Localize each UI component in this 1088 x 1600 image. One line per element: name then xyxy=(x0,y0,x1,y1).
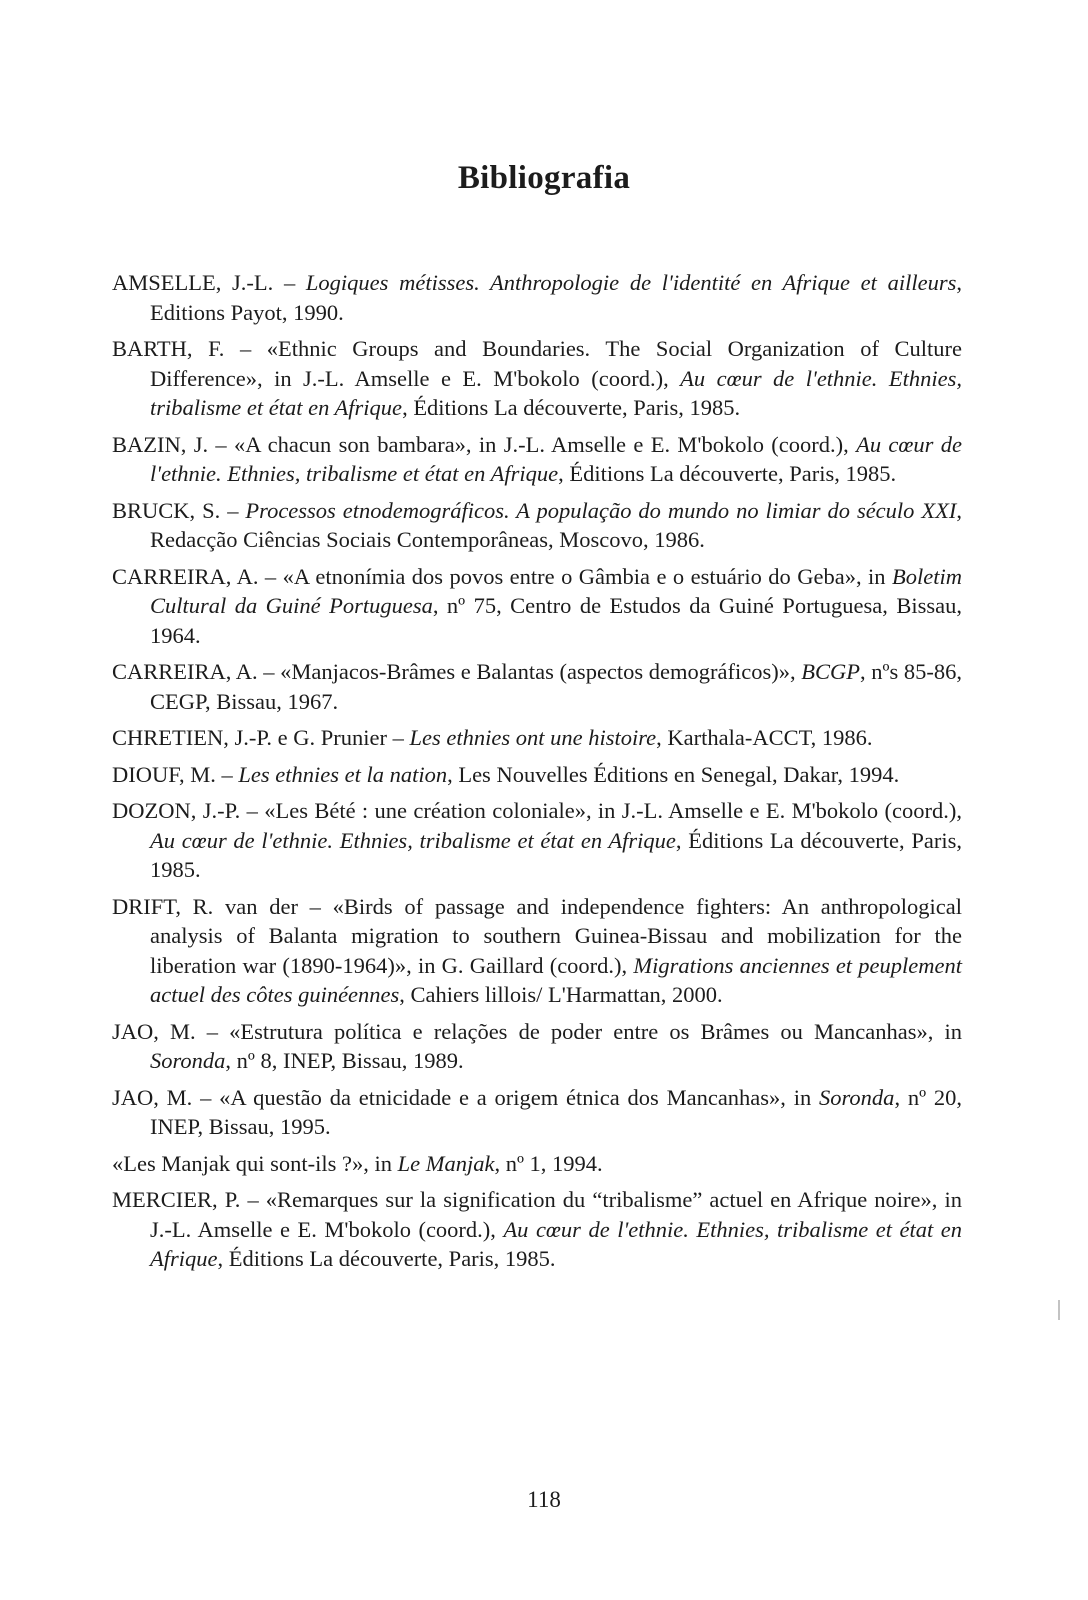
entry-text: , Editions Payot, 1990. xyxy=(150,270,962,325)
entry-text: DRIFT, R. van der – «Birds of passage and independence fighters: An anthropological analysis of Balanta migration to southern Guinea-Bissau and mobilization for the liberation war (1890-1964)», in G. Gaillard (coord.), xyxy=(112,893,962,978)
entry-text: , Cahiers lillois/ L'Harmattan, 2000. xyxy=(399,982,723,1007)
entry-text: , nºs 85-86, CEGP, Bissau, 1967. xyxy=(150,659,963,714)
entry-title-italic: Au cœur de l'ethnie. Ethnies, tribalisme et état en Afrique xyxy=(150,365,962,420)
entry-text: CHRETIEN, J.-P. e G. Prunier – xyxy=(112,725,410,750)
entry-text: , Karthala-ACCT, 1986. xyxy=(656,725,873,750)
bibliography-entry xyxy=(112,562,962,651)
bibliography-entry xyxy=(112,760,962,790)
entry-title-italic: BCGP xyxy=(801,659,861,684)
entry-text: , nº 75, Centro de Estudos da Guiné Portuguesa, Bissau, 1964. xyxy=(150,593,962,648)
bibliography-entry xyxy=(112,723,962,753)
entry-title-italic: Soronda xyxy=(819,1084,895,1110)
entry-text: , Éditions La découverte, Paris, 1985. xyxy=(150,827,962,882)
bibliography-entry xyxy=(112,1017,962,1076)
entry-text: , Éditions La découverte, Paris, 1985. xyxy=(558,461,897,486)
bibliography-entry xyxy=(112,268,962,327)
entry-title-italic: Soronda xyxy=(150,1048,226,1073)
entry-text: CARREIRA, A. – «A etnonímia dos povos entre o Gâmbia e o estuário do Geba», in xyxy=(112,563,893,589)
entry-text: CARREIRA, A. – «Manjacos-Brâmes e Balantas (aspectos demográficos)», xyxy=(112,659,802,684)
entry-title-italic: Logiques métisses. Anthropologie de l'identité en Afrique et ailleurs xyxy=(305,270,957,295)
page-title: Bibliografia xyxy=(457,160,631,197)
entry-text: DOZON, J.-P. – «Les Bété : une création coloniale», in J.-L. Amselle e E. M'bokolo (coord.), xyxy=(112,798,962,823)
entry-title-italic: Migrations anciennes et peuplement actuel des côtes guinéennes xyxy=(150,952,962,1007)
bibliography-entry xyxy=(112,1083,962,1142)
bibliography-entry xyxy=(112,1149,962,1179)
bibliography-entry xyxy=(112,334,962,423)
entry-text: , nº 20, INEP, Bissau, 1995. xyxy=(150,1084,962,1139)
bibliography-entry xyxy=(112,657,962,716)
entry-text: JAO, M. – «A questão da etnicidade e a origem étnica dos Mancanhas», in xyxy=(112,1084,820,1110)
scan-artifact xyxy=(1058,1300,1060,1320)
entry-title-italic: Au cœur de l'ethnie. Ethnies, tribalisme et état en Afrique xyxy=(150,1216,962,1271)
entry-text: BAZIN, J. – «A chacun son bambara», in J.-L. Amselle e E. M'bokolo (coord.), xyxy=(112,431,857,457)
bibliography-entry xyxy=(112,1185,962,1274)
entry-title-italic: Les ethnies ont une histoire xyxy=(409,725,657,750)
entry-text: , Éditions La découverte, Paris, 1985. xyxy=(217,1246,556,1271)
entry-text: MERCIER, P. – «Remarques sur la signification du “tribalisme” actuel en Afrique noire», in J.-L. Amselle e E. M'bokolo (coord.), xyxy=(112,1187,962,1242)
entry-text: AMSELLE, J.-L. – xyxy=(112,270,306,295)
entry-title-italic: Les ethnies et la nation xyxy=(238,761,448,787)
entry-text: BRUCK, S. – xyxy=(112,497,246,523)
entry-text: , nº 8, INEP, Bissau, 1989. xyxy=(225,1048,464,1073)
page-number: 118 xyxy=(527,1487,561,1512)
entry-text: BARTH, F. – «Ethnic Groups and Boundaries. The Social Organization of Culture Difference», in J.-L. Amselle e E. M'bokolo (coord.), xyxy=(112,336,962,391)
bibliography-entry xyxy=(112,892,962,1010)
entry-title-italic: Le Manjak xyxy=(397,1150,495,1176)
entry-text: , Éditions La découverte, Paris, 1985. xyxy=(402,395,741,420)
bibliography-entry xyxy=(112,796,962,885)
entry-text: , Redacção Ciências Sociais Contemporâneas, Moscovo, 1986. xyxy=(150,497,962,552)
entry-text: , Les Nouvelles Éditions en Senegal, Dakar, 1994. xyxy=(447,761,900,787)
entry-title-italic: Boletim Cultural da Guiné Portuguesa xyxy=(150,563,962,618)
entry-title-italic: Au cœur de l'ethnie. Ethnies, tribalisme et état en Afrique xyxy=(150,827,676,853)
entry-text: DIOUF, M. – xyxy=(112,761,239,787)
entry-text: , nº 1, 1994. xyxy=(494,1150,603,1176)
entry-text: JAO, M. – «Estrutura política e relações de poder entre os Brâmes ou Mancanhas», in xyxy=(112,1018,962,1044)
bibliography-entry xyxy=(112,496,962,555)
entry-title-italic: Au cœur de l'ethnie. Ethnies, tribalisme et état en Afrique xyxy=(150,431,962,486)
bibliography-list xyxy=(112,268,962,1281)
entry-title-italic: Processos etnodemográficos. A população do mundo no limiar do século XXI xyxy=(245,497,957,523)
entry-text: «Les Manjak qui sont-ils ?», in xyxy=(112,1150,398,1176)
bibliography-entry xyxy=(112,430,962,489)
